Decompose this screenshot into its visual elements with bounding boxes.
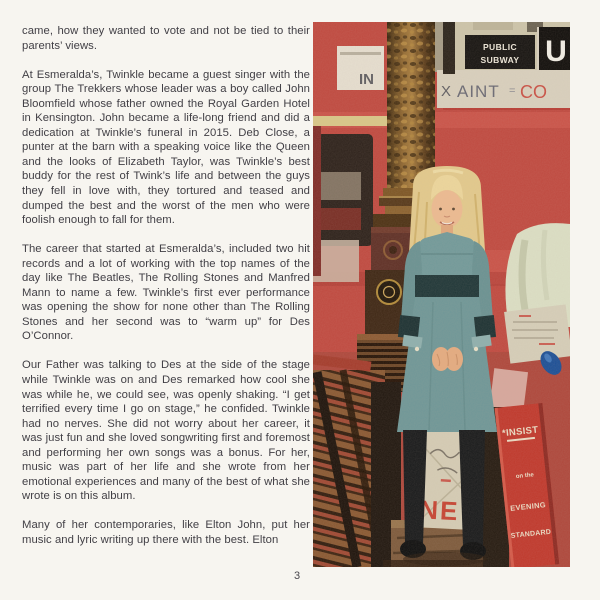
paragraph-3: The career that started at Esmeralda’s, included two hit records and a lot of working with the top names of the day like The Beatles, The Rolling Stones and Manfred Mann to name a few. Twinkle’s first ever performance was opening the show for none other than The Rolling Stones and her second was to “warm up” for Des O’Connor. bbox=[22, 243, 310, 343]
paragraph-5: Many of her contemporaries, like Elton John, put her music and lyric writing up there with the best. Elton bbox=[22, 519, 310, 546]
street-photo bbox=[313, 22, 570, 567]
article-text bbox=[22, 24, 310, 562]
street-photo-scene bbox=[313, 22, 570, 567]
paragraph-1: came, how they wanted to vote and not be tied to their parents’ views. bbox=[22, 25, 310, 52]
paragraph-4: Our Father was talking to Des at the side of the stage while Twinkle was on and Des remarked how cool she was while he, we could see, was openly shaking. “I get terrified every time I go on stage,” he confided. Twinkle had no nerves. She did not worry about her career, it was just fun and she loved songwriting first and foremost and performing her own songs was a bonus. For her, music was part of her life and she wrote from her emotional experiences and many of the best of what she wrote is on this album. bbox=[22, 359, 310, 503]
paragraph-2: At Esmeralda’s, Twinkle became a guest singer with the group The Trekkers whose leader was a boy called John Bloomfield whose father owned the Royal Garden Hotel in Kensington. John became a life-long friend and did a dedication at Twinkle’s funeral in 2015. Deb Close, a punter at the barn with a speaking voice like the Queen and the looks of Elizabeth Taylor, was Twinkle’s best buddy for the rest of Twink’s life and between the guys they fell in love with, they tortured and teased and dumped the best and the worst of the men who were foolish enough to fall for them. bbox=[22, 68, 310, 227]
film-grain bbox=[313, 22, 570, 567]
page-number: 3 bbox=[293, 570, 301, 582]
